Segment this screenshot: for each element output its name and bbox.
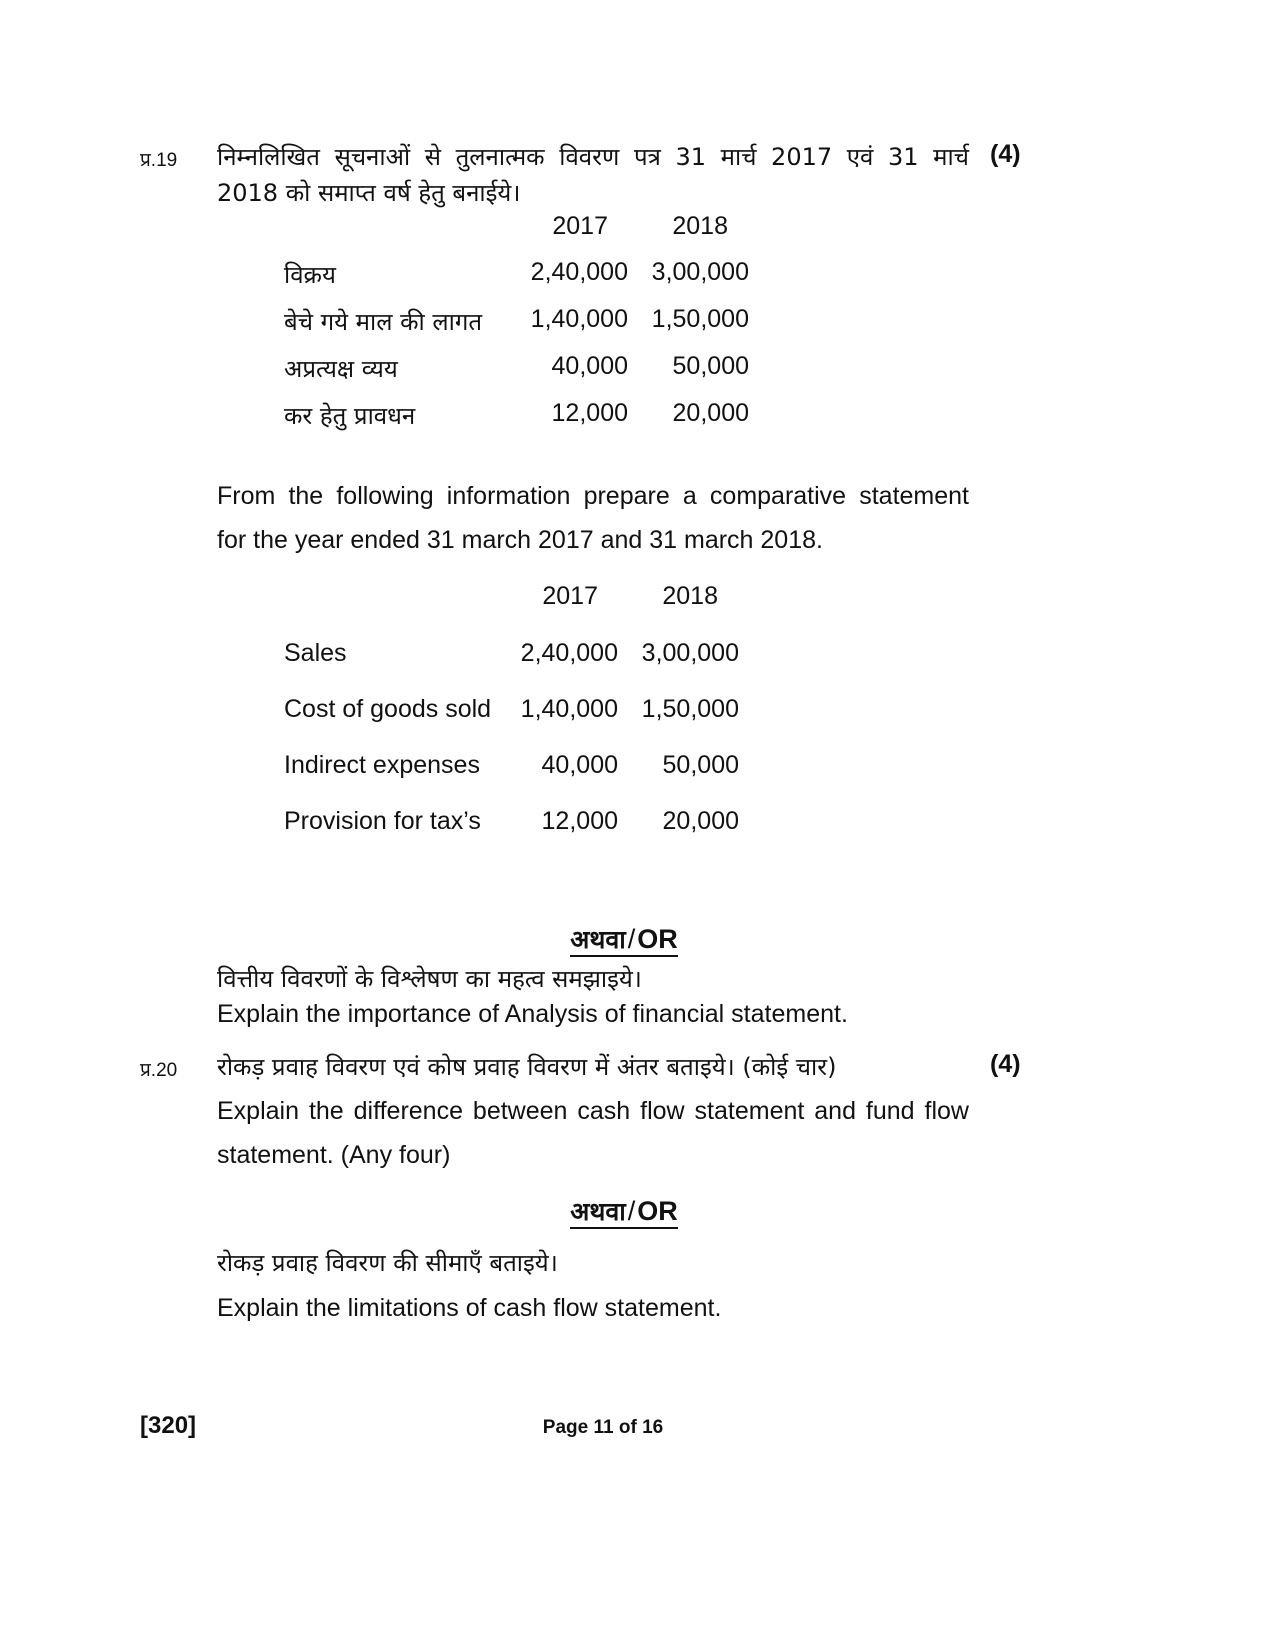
- hindi-table-cell-2018: 50,000: [672, 352, 749, 380]
- or-heading: [0, 1194, 1248, 1228]
- english-table-row-label: Provision for tax’s: [284, 807, 481, 835]
- q20-alt-english: Explain the limitations of cash flow statement.: [217, 1294, 722, 1322]
- english-table-cell-2017: 2,40,000: [520, 639, 618, 667]
- q19-marks: (4): [990, 140, 1021, 168]
- or-hindi: अथवा: [570, 925, 626, 954]
- hindi-table-cell-2018: 20,000: [672, 399, 749, 427]
- english-table-cell-2018: 3,00,000: [641, 639, 739, 667]
- q19-english-line-1: From the following information prepare a comparative statement: [217, 482, 969, 510]
- or-english: OR: [637, 924, 678, 954]
- or-separator: /: [627, 924, 636, 954]
- hindi-table-row-label: विक्रय: [284, 261, 336, 289]
- hindi-table-cell-2017: 40,000: [551, 352, 628, 380]
- q20-alt-hindi: रोकड़ प्रवाह विवरण की सीमाएँ बताइये।: [217, 1249, 558, 1277]
- english-table-cell-2017: 40,000: [541, 751, 618, 779]
- q19-hindi-line-2: 2018 को समाप्त वर्ष हेतु बनाईये।: [217, 179, 521, 207]
- q20-hindi-line: रोकड़ प्रवाह विवरण एवं कोष प्रवाह विवरण में अंतर बताइये। (कोई चार): [217, 1053, 837, 1081]
- or-english: OR: [637, 1196, 678, 1226]
- q20-marks: (4): [990, 1050, 1021, 1078]
- q19-english-line-2: for the year ended 31 march 2017 and 31 march 2018.: [217, 526, 823, 554]
- hindi-table-cell-2018: 3,00,000: [651, 258, 749, 286]
- hindi-table-row-label: कर हेतु प्रावधन: [284, 402, 416, 430]
- q19-alt-hindi: वित्तीय विवरणों के विश्लेषण का महत्व समझाइये।: [217, 965, 642, 993]
- hindi-table-cell-2017: 2,40,000: [530, 258, 628, 286]
- hindi-table-cell-2018: 1,50,000: [651, 305, 749, 333]
- english-table-cell-2017: 1,40,000: [520, 695, 618, 723]
- english-table-header-2018: 2018: [662, 582, 718, 610]
- or-hindi: अथवा: [570, 1197, 626, 1226]
- q19-alt-english: Explain the importance of Analysis of financial statement.: [217, 1000, 848, 1028]
- english-table-row-label: Sales: [284, 639, 347, 667]
- english-table-cell-2017: 12,000: [541, 807, 618, 835]
- q20-english-line-2: statement. (Any four): [217, 1141, 451, 1169]
- hindi-table-header-2018: 2018: [672, 212, 728, 240]
- or-heading: [0, 922, 1248, 956]
- english-table-cell-2018: 1,50,000: [641, 695, 739, 723]
- q19-hindi-line-1: निम्नलिखित सूचनाओं से तुलनात्मक विवरण पत्र 31 मार्च 2017 एवं 31 मार्च: [217, 143, 969, 171]
- english-table-row-label: Cost of goods sold: [284, 695, 492, 723]
- english-table-cell-2018: 50,000: [662, 751, 739, 779]
- page-number: Page 11 of 16: [542, 1417, 664, 1438]
- english-table-row-label: Indirect expenses: [284, 751, 480, 779]
- english-table-cell-2018: 20,000: [662, 807, 739, 835]
- hindi-table-cell-2017: 1,40,000: [530, 305, 628, 333]
- question-number-20: प्र.20: [140, 1060, 178, 1081]
- hindi-table-row-label: बेचे गये माल की लागत: [284, 308, 483, 336]
- hindi-table-row-label: अप्रत्यक्ष व्यय: [284, 355, 398, 383]
- q20-english-line-1: Explain the difference between cash flow statement and fund flow: [217, 1097, 969, 1125]
- english-table-header-2017: 2017: [542, 582, 598, 610]
- or-separator: /: [627, 1196, 636, 1226]
- hindi-table-cell-2017: 12,000: [551, 399, 628, 427]
- question-number-19: प्र.19: [140, 150, 178, 171]
- paper-code: [320]: [140, 1412, 197, 1439]
- hindi-table-header-2017: 2017: [552, 212, 608, 240]
